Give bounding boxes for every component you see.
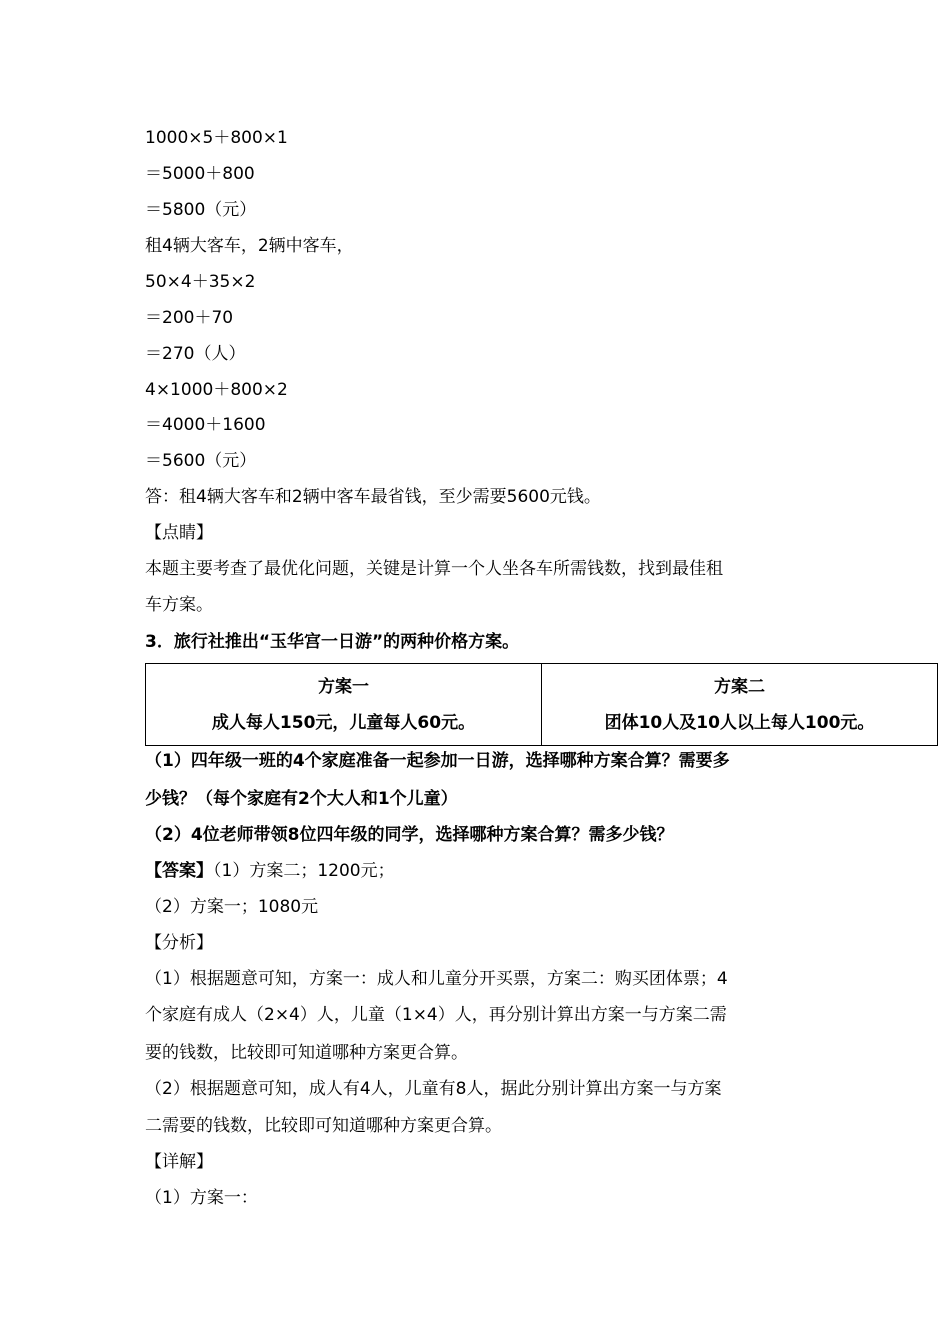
analysis-text: 个家庭有成人（2×4）人，儿童（1×4）人，再分别计算出方案一与方案二需 xyxy=(145,1005,727,1025)
analysis-heading: 【分析】 xyxy=(145,933,213,953)
calc-line: 50×4＋35×2 xyxy=(145,272,256,292)
detail-text: （1）方案一： xyxy=(145,1188,258,1208)
plan-description: 团体10人及10人以上每人100元。 xyxy=(604,713,875,733)
analysis-text: 二需要的钱数，比较即可知道哪种方案更合算。 xyxy=(145,1116,502,1136)
calc-line: ＝4000＋1600 xyxy=(145,415,266,435)
calc-line: ＝5800（元） xyxy=(145,200,257,220)
plan-name: 方案二 xyxy=(714,677,765,697)
sub-question: 少钱？（每个家庭有2个大人和1个儿童） xyxy=(145,789,458,809)
answer-text: （1）方案二；1200元； xyxy=(213,861,395,881)
answer-summary: 答：租4辆大客车和2辆中客车最省钱，至少需要5600元钱。 xyxy=(145,487,601,507)
sub-question: （1）四年级一班的4个家庭准备一起参加一日游，选择哪种方案合算？需要多 xyxy=(145,751,730,771)
plan-description: 成人每人150元，儿童每人60元。 xyxy=(211,713,476,733)
answer-heading: 【答案】 xyxy=(145,861,213,881)
calc-line: 1000×5＋800×1 xyxy=(145,128,288,148)
answer-text: （2）方案一；1080元 xyxy=(145,897,319,917)
calc-line: ＝5600（元） xyxy=(145,451,257,471)
answer-line xyxy=(145,860,395,882)
dianjing-heading: 【点睛】 xyxy=(145,523,213,543)
calc-line: ＝270（人） xyxy=(145,344,246,364)
dianjing-text: 本题主要考查了最优化问题，关键是计算一个人坐各车所需钱数，找到最佳租 xyxy=(145,559,723,579)
analysis-text: 要的钱数，比较即可知道哪种方案更合算。 xyxy=(145,1043,468,1063)
plan-name: 方案一 xyxy=(318,677,369,697)
analysis-text: （2）根据题意可知，成人有4人，儿童有8人，据此分别计算出方案一与方案 xyxy=(145,1079,722,1099)
detail-heading: 【详解】 xyxy=(145,1152,213,1172)
dianjing-text: 车方案。 xyxy=(145,595,213,615)
question-title: 3．旅行社推出“玉华宫一日游”的两种价格方案。 xyxy=(145,632,520,652)
calc-line: 租4辆大客车，2辆中客车， xyxy=(145,236,354,256)
analysis-text: （1）根据题意可知，方案一：成人和儿童分开买票，方案二：购买团体票；4 xyxy=(145,969,728,989)
price-plans-table xyxy=(145,663,938,746)
plan-cell xyxy=(146,664,541,745)
plan-cell xyxy=(541,664,937,745)
sub-question: （2）4位老师带领8位四年级的同学，选择哪种方案合算？需多少钱？ xyxy=(145,825,674,845)
calc-line: 4×1000＋800×2 xyxy=(145,380,288,400)
calc-line: ＝200＋70 xyxy=(145,308,234,328)
calc-line: ＝5000＋800 xyxy=(145,164,255,184)
